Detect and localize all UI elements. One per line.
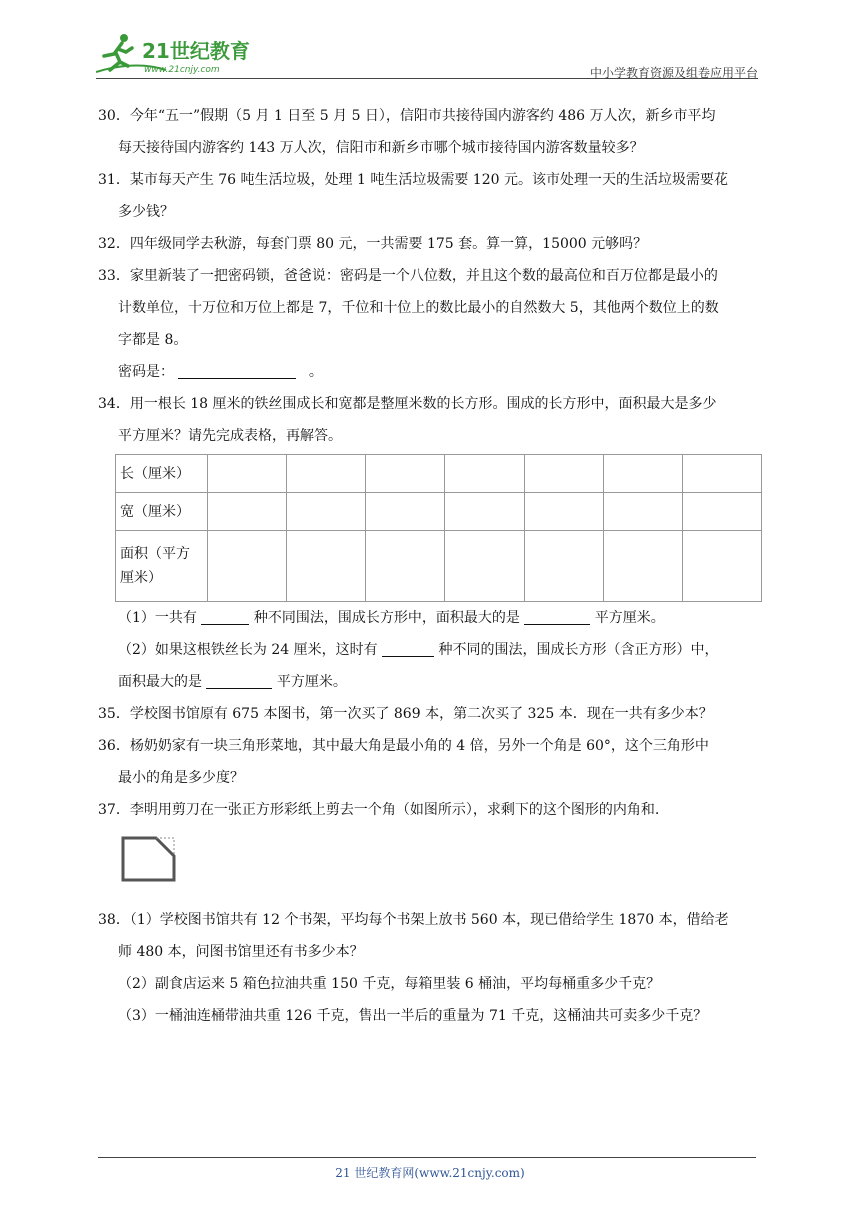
sub-question-2: （2）副食店运来 5 箱色拉油共重 150 千克，每箱里装 6 桶油，平均每桶重多少千克？ bbox=[118, 976, 661, 992]
table-cell[interactable] bbox=[682, 493, 761, 531]
answer-line bbox=[98, 356, 764, 388]
sub-question-1 bbox=[98, 602, 764, 634]
table-cell[interactable] bbox=[445, 455, 524, 493]
table-cell[interactable] bbox=[287, 493, 366, 531]
answer-blank[interactable] bbox=[178, 360, 296, 379]
sub-text: （1）一共有 bbox=[118, 610, 197, 626]
table-cell[interactable] bbox=[366, 455, 445, 493]
answer-label: 密码是： bbox=[118, 364, 174, 380]
sub-text: 种不同的围法，围成长方形（含正方形）中， bbox=[438, 642, 719, 658]
header-platform-text: 中小学教育资源及组卷应用平台 bbox=[589, 66, 758, 80]
sub-text: 平方厘米。 bbox=[594, 610, 665, 626]
question-text-cont: 师 480 本，问图书馆里还有书多少本？ bbox=[118, 944, 364, 960]
table-cell[interactable] bbox=[524, 493, 603, 531]
answer-blank[interactable] bbox=[201, 606, 249, 625]
cut-square-figure bbox=[120, 830, 180, 886]
answer-table bbox=[115, 454, 762, 602]
question-33 bbox=[98, 260, 764, 388]
question-number: 36． bbox=[98, 738, 130, 754]
table-row bbox=[116, 531, 762, 602]
question-text-cont: 平方厘米？请先完成表格，再解答。 bbox=[118, 428, 342, 444]
question-text: 某市每天产生 76 吨生活垃圾，处理 1 吨生活垃圾需要 120 元。该市处理一天的生活垃圾需要花 bbox=[129, 172, 728, 188]
table-cell[interactable] bbox=[524, 531, 603, 602]
row-header-width: 宽（厘米） bbox=[116, 493, 208, 531]
question-number: 38． bbox=[98, 912, 130, 928]
question-32 bbox=[98, 228, 764, 260]
table-cell[interactable] bbox=[208, 531, 287, 602]
question-number: 33． bbox=[98, 268, 130, 284]
question-number: 35． bbox=[98, 706, 130, 722]
question-text-cont: 每天接待国内游客约 143 万人次，信阳市和新乡市哪个城市接待国内游客数量较多？ bbox=[118, 140, 644, 156]
table-cell[interactable] bbox=[445, 493, 524, 531]
question-36 bbox=[98, 730, 764, 794]
question-30 bbox=[98, 100, 764, 164]
table-cell[interactable] bbox=[603, 531, 682, 602]
sub-text: 平方厘米。 bbox=[276, 674, 347, 690]
question-text: 家里新装了一把密码锁，爸爸说：密码是一个八位数，并且这个数的最高位和百万位都是最小的 bbox=[129, 268, 718, 284]
question-number: 37． bbox=[98, 802, 130, 818]
page-header bbox=[96, 30, 758, 80]
question-number: 34． bbox=[98, 396, 130, 412]
header-divider bbox=[96, 78, 758, 79]
table-cell[interactable] bbox=[287, 531, 366, 602]
question-number: 30． bbox=[98, 108, 130, 124]
sub-question-2-cont bbox=[98, 666, 764, 698]
answer-blank[interactable] bbox=[206, 670, 272, 689]
footer-divider bbox=[98, 1157, 756, 1158]
question-text-cont: 最小的角是多少度？ bbox=[118, 770, 244, 786]
question-text-cont: 多少钱？ bbox=[118, 204, 174, 220]
table-row bbox=[116, 455, 762, 493]
table-cell[interactable] bbox=[682, 455, 761, 493]
sub-text: 面积最大的是 bbox=[118, 674, 202, 690]
question-text: 用一根长 18 厘米的铁丝围成长和宽都是整厘米数的长方形。围成的长方形中，面积最大是多少 bbox=[129, 396, 717, 412]
table-cell[interactable] bbox=[287, 455, 366, 493]
question-text: 四年级同学去秋游，每套门票 80 元，一共需要 175 套。算一算，15000 元够吗？ bbox=[129, 236, 648, 252]
table-cell[interactable] bbox=[366, 531, 445, 602]
sub-text: （2）如果这根铁丝长为 24 厘米，这时有 bbox=[118, 642, 378, 658]
table-cell[interactable] bbox=[366, 493, 445, 531]
row-header-length: 长（厘米） bbox=[116, 455, 208, 493]
question-text: 李明用剪刀在一张正方形彩纸上剪去一个角（如图所示），求剩下的这个图形的内角和. bbox=[129, 802, 660, 818]
question-34 bbox=[98, 388, 764, 698]
table-cell[interactable] bbox=[208, 455, 287, 493]
table-cell[interactable] bbox=[208, 493, 287, 531]
question-list bbox=[98, 100, 764, 1032]
row-header-area: 面积（平方厘米） bbox=[116, 531, 208, 602]
question-text: 杨奶奶家有一块三角形菜地，其中最大角是最小角的 4 倍，另外一个角是 60°，这个三角形中 bbox=[129, 738, 709, 754]
question-31 bbox=[98, 164, 764, 228]
table-cell[interactable] bbox=[524, 455, 603, 493]
question-text: 学校图书馆原有 675 本图书，第一次买了 869 本，第二次买了 325 本．现在一共有多少本？ bbox=[129, 706, 713, 722]
question-text: （1）学校图书馆共有 12 个书架，平均每个书架上放书 560 本，现已借给学生 1870 本，借给老 bbox=[129, 912, 729, 928]
table-row bbox=[116, 493, 762, 531]
table-cell[interactable] bbox=[445, 531, 524, 602]
logo-21cnjy bbox=[96, 30, 256, 76]
question-text-cont: 字都是 8。 bbox=[118, 332, 188, 348]
footer-text: 21 世纪教育网(www.21cnjy.com) bbox=[335, 1166, 525, 1180]
sub-question-3: （3）一桶油连桶带油共重 126 千克，售出一半后的重量为 71 千克，这桶油共可卖多少千克？ bbox=[118, 1008, 708, 1024]
sub-question-2 bbox=[98, 634, 764, 666]
answer-blank[interactable] bbox=[524, 606, 590, 625]
question-38 bbox=[98, 904, 764, 1032]
question-number: 31． bbox=[98, 172, 130, 188]
question-37 bbox=[98, 794, 764, 904]
logo-url: www.21cnjy.com bbox=[144, 65, 220, 75]
answer-blank[interactable] bbox=[382, 638, 434, 657]
question-text: 今年“五一”假期（5 月 1 日至 5 月 5 日），信阳市共接待国内游客约 486 万人次，新乡市平均 bbox=[129, 108, 716, 124]
sub-text: 种不同围法，围成长方形中，面积最大的是 bbox=[253, 610, 520, 626]
table-cell[interactable] bbox=[682, 531, 761, 602]
answer-end: 。 bbox=[308, 364, 323, 380]
table-cell[interactable] bbox=[603, 493, 682, 531]
question-text-cont: 计数单位，十万位和万位上都是 7，千位和十位上的数比最小的自然数大 5，其他两个数位上的数 bbox=[118, 300, 719, 316]
table-cell[interactable] bbox=[603, 455, 682, 493]
logo-text: 21世纪教育 bbox=[142, 39, 250, 63]
question-35 bbox=[98, 698, 764, 730]
question-number: 32． bbox=[98, 236, 130, 252]
